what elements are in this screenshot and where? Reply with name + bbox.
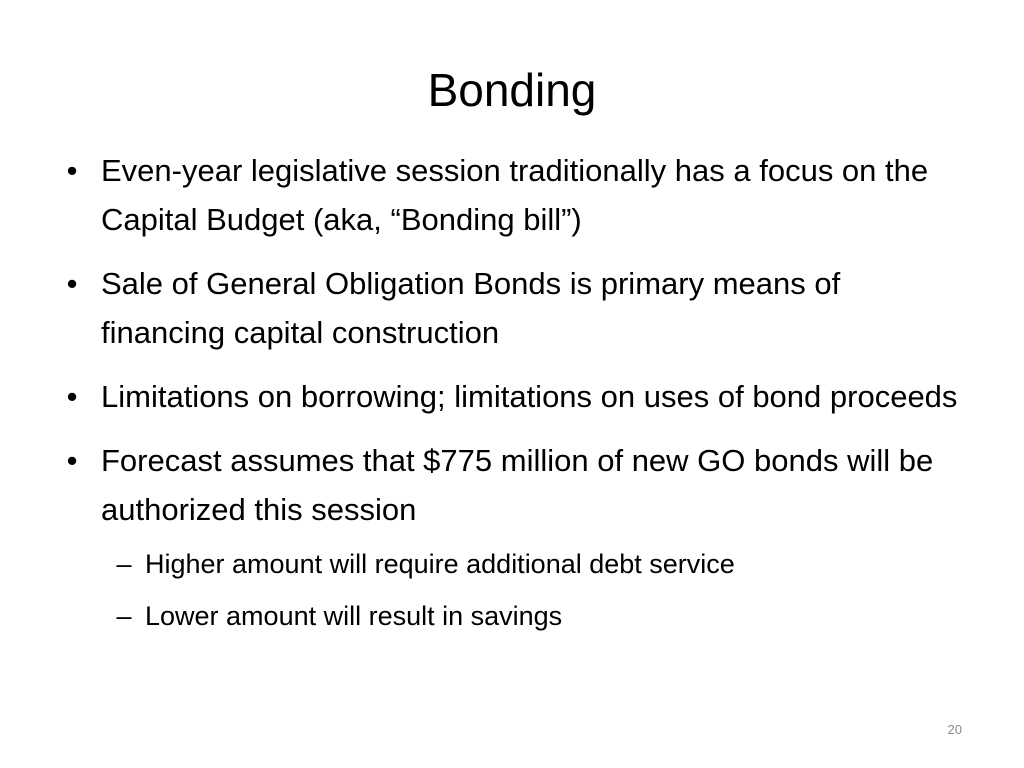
bullet-item xyxy=(60,436,960,640)
subbullet-item xyxy=(60,592,960,640)
subbullet-marker: – xyxy=(116,549,132,579)
slide-title: Bonding xyxy=(427,64,597,116)
subbullet-marker: – xyxy=(116,601,132,631)
bullet-item xyxy=(60,259,960,357)
bullet-text: Limitations on borrowing; limitations on uses of bond proceeds xyxy=(101,379,958,414)
subbullet-text: Higher amount will require additional debt service xyxy=(145,549,735,579)
bullet-marker: • xyxy=(66,379,78,414)
subbullet-list xyxy=(101,540,960,640)
bullet-list xyxy=(60,146,960,655)
bullet-text: Sale of General Obligation Bonds is primary means of financing capital construction xyxy=(101,266,841,350)
bullet-marker: • xyxy=(66,266,78,301)
bullet-item xyxy=(60,372,960,421)
subbullet-item xyxy=(60,540,960,588)
subbullet-text: Lower amount will result in savings xyxy=(145,601,563,631)
bullet-item xyxy=(60,146,960,244)
bullet-text: Even-year legislative session traditionally has a focus on the Capital Budget (aka, “Bonding bill”) xyxy=(101,153,929,237)
bullet-marker: • xyxy=(66,153,78,188)
bullet-marker: • xyxy=(66,443,78,478)
bullet-text: Forecast assumes that $775 million of new GO bonds will be authorized this session xyxy=(101,443,934,527)
page-number: 20 xyxy=(947,722,962,737)
